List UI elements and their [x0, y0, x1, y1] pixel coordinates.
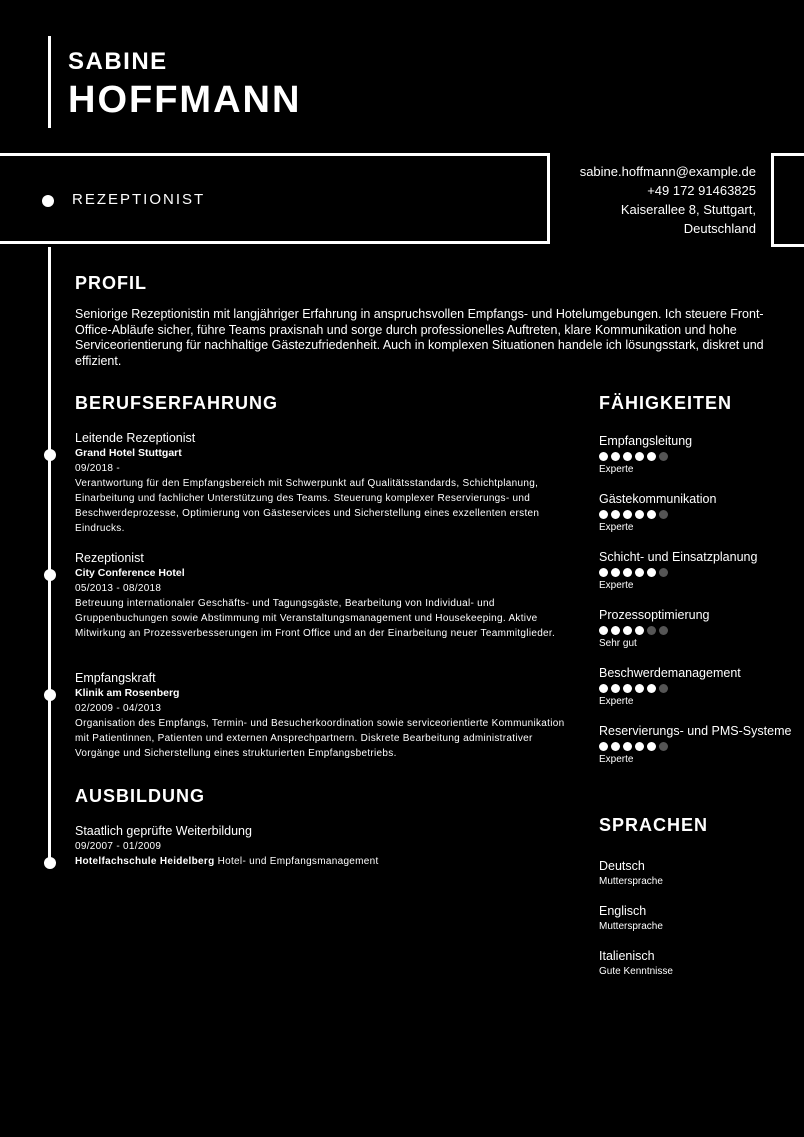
job-dates: 09/2018 - [75, 463, 120, 474]
rating-dot [659, 452, 668, 461]
language-name: Englisch [599, 904, 647, 918]
rating-dot [659, 684, 668, 693]
rating-dot [647, 568, 656, 577]
job-entry [75, 430, 570, 536]
education-institution: Hotelfachschule Heidelberg [75, 856, 215, 867]
contact-address-line1: Kaiserallee 8, Stuttgart, [620, 202, 756, 217]
language-item [599, 948, 799, 979]
rating-dot [611, 452, 620, 461]
rating-dot [599, 742, 608, 751]
skill-level: Experte [599, 522, 634, 533]
profile-heading: PROFIL [75, 273, 147, 293]
language-level: Muttersprache [599, 876, 663, 887]
rating-dot [599, 510, 608, 519]
job-title: REZEPTIONIST [72, 191, 206, 208]
job-dates: 05/2013 - 08/2018 [75, 583, 162, 594]
languages-heading: SPRACHEN [599, 815, 709, 835]
contact-address-line2: Deutschland [683, 221, 756, 236]
rating-dot [623, 684, 632, 693]
last-name: HOFFMANN [68, 79, 302, 121]
rating-dot [647, 626, 656, 635]
skill-item [599, 433, 799, 477]
rating-dot [659, 568, 668, 577]
first-name: SABINE [68, 48, 168, 75]
skill-level: Experte [599, 696, 634, 707]
language-item [599, 858, 799, 889]
job-role: Empfangskraft [75, 671, 156, 685]
job-company: Klinik am Rosenberg [75, 687, 180, 699]
rating-dot [635, 684, 644, 693]
rating-dot [611, 568, 620, 577]
timeline-dot [44, 689, 56, 701]
education-dates: 09/2007 - 01/2009 [75, 841, 162, 852]
rating-dot [623, 510, 632, 519]
rating-dot [635, 452, 644, 461]
skill-level: Sehr gut [599, 638, 637, 649]
rating-dot [647, 510, 656, 519]
skill-rating [599, 568, 799, 577]
timeline-dot [44, 569, 56, 581]
job-entry [75, 670, 570, 761]
contact-block [580, 162, 756, 238]
timeline-dot [44, 449, 56, 461]
job-entry [75, 550, 570, 641]
skill-rating [599, 742, 799, 751]
rating-dot [647, 742, 656, 751]
rating-dot [599, 626, 608, 635]
job-role: Leitende Rezeptionist [75, 431, 196, 445]
contact-email[interactable]: sabine.hoffmann@example.de [579, 164, 756, 179]
timeline-line [48, 247, 51, 863]
rating-dot [623, 452, 632, 461]
rating-dot [635, 742, 644, 751]
education-degree: Staatlich geprüfte Weiterbildung [75, 824, 252, 838]
language-name: Deutsch [599, 859, 645, 873]
rating-dot [647, 684, 656, 693]
skill-item [599, 665, 799, 709]
rating-dot [647, 452, 656, 461]
timeline-dot [44, 857, 56, 869]
rating-dot [635, 510, 644, 519]
education-entry [75, 823, 570, 869]
rating-dot [659, 742, 668, 751]
skill-item [599, 607, 799, 651]
rating-dot [611, 626, 620, 635]
language-name: Italienisch [599, 949, 655, 963]
rating-dot [611, 510, 620, 519]
skill-level: Experte [599, 464, 634, 475]
skill-rating [599, 510, 799, 519]
skill-item [599, 491, 799, 535]
education-heading: AUSBILDUNG [75, 786, 205, 806]
rating-dot [635, 568, 644, 577]
job-role: Rezeptionist [75, 551, 144, 565]
experience-heading: BERUFSERFAHRUNG [75, 393, 279, 413]
skill-name: Beschwerdemanagement [599, 666, 741, 680]
skill-name: Empfangsleitung [599, 434, 693, 448]
job-description: Verantwortung für den Empfangsbereich mit Schwerpunkt auf Qualitätsstandards, Schichtplanung, Einarbeitung und fachlicher Unterstützung des Teams. Steuerung komplexer Reservierungs- und Beschwerdeprozesse, Optimierung von Gästeservices und Sicherstellung eines exzellenten ersten Eindrucks. [75, 478, 540, 534]
skill-name: Prozessoptimierung [599, 608, 710, 622]
job-title-bullet-icon [42, 195, 54, 207]
rating-dot [611, 742, 620, 751]
skill-rating [599, 452, 799, 461]
name-accent-bar [48, 36, 51, 128]
job-dates: 02/2009 - 04/2013 [75, 703, 162, 714]
skill-item [599, 549, 799, 593]
contact-frame [771, 153, 804, 247]
rating-dot [623, 568, 632, 577]
rating-dot [623, 742, 632, 751]
skill-name: Schicht- und Einsatzplanung [599, 550, 758, 564]
job-description: Organisation des Empfangs, Termin- und Besucherkoordination sowie serviceorientierte Kommunikation mit Patientinnen, Patienten und externen Ansprechpartnern. Diskrete Bearbeitung administrativer Vorgänge und Sicherstellung eines strukturierten Empfangsbetriebs. [75, 718, 565, 759]
skill-level: Experte [599, 754, 634, 765]
profile-text: Seniorige Rezeptionistin mit langjähriger Erfahrung in anspruchsvollen Empfangs- und Hotelumgebungen. Ich steuere Front-Office-Abläufe sicher, führe Teams praxisnah und sorge durch professionelles Auftreten, klare Kommunikation und hohe Serviceorientierung für nachhaltige Gästezufriedenheit. Auch in komplexen Situationen handele ich lösungsstark, diskret und effizient. [75, 307, 764, 368]
skill-rating [599, 684, 799, 693]
language-level: Gute Kenntnisse [599, 966, 673, 977]
skills-heading: FÄHIGKEITEN [599, 393, 733, 413]
skill-level: Experte [599, 580, 634, 591]
rating-dot [623, 626, 632, 635]
language-level: Muttersprache [599, 921, 663, 932]
rating-dot [635, 626, 644, 635]
rating-dot [599, 568, 608, 577]
contact-phone[interactable]: +49 172 91463825 [647, 183, 756, 198]
skill-rating [599, 626, 799, 635]
language-item [599, 903, 799, 934]
job-company: Grand Hotel Stuttgart [75, 447, 182, 459]
job-description: Betreuung internationaler Geschäfts- und Tagungsgäste, Bearbeitung von Individual- und Gruppenbuchungen sowie Abstimmung mit Veranstaltungsmanagement und Housekeeping. Aktive Mitwirkung an Prozessverbesserungen im Front Office und an der Einarbeitung neuer Teammitglieder. [75, 598, 556, 639]
skill-item [599, 723, 799, 767]
job-company: City Conference Hotel [75, 567, 185, 579]
rating-dot [599, 452, 608, 461]
skill-name: Reservierungs- und PMS-Systeme [599, 724, 792, 738]
rating-dot [611, 684, 620, 693]
rating-dot [659, 510, 668, 519]
education-field: Hotel- und Empfangsmanagement [217, 856, 379, 867]
skill-name: Gästekommunikation [599, 492, 717, 506]
rating-dot [659, 626, 668, 635]
rating-dot [599, 684, 608, 693]
